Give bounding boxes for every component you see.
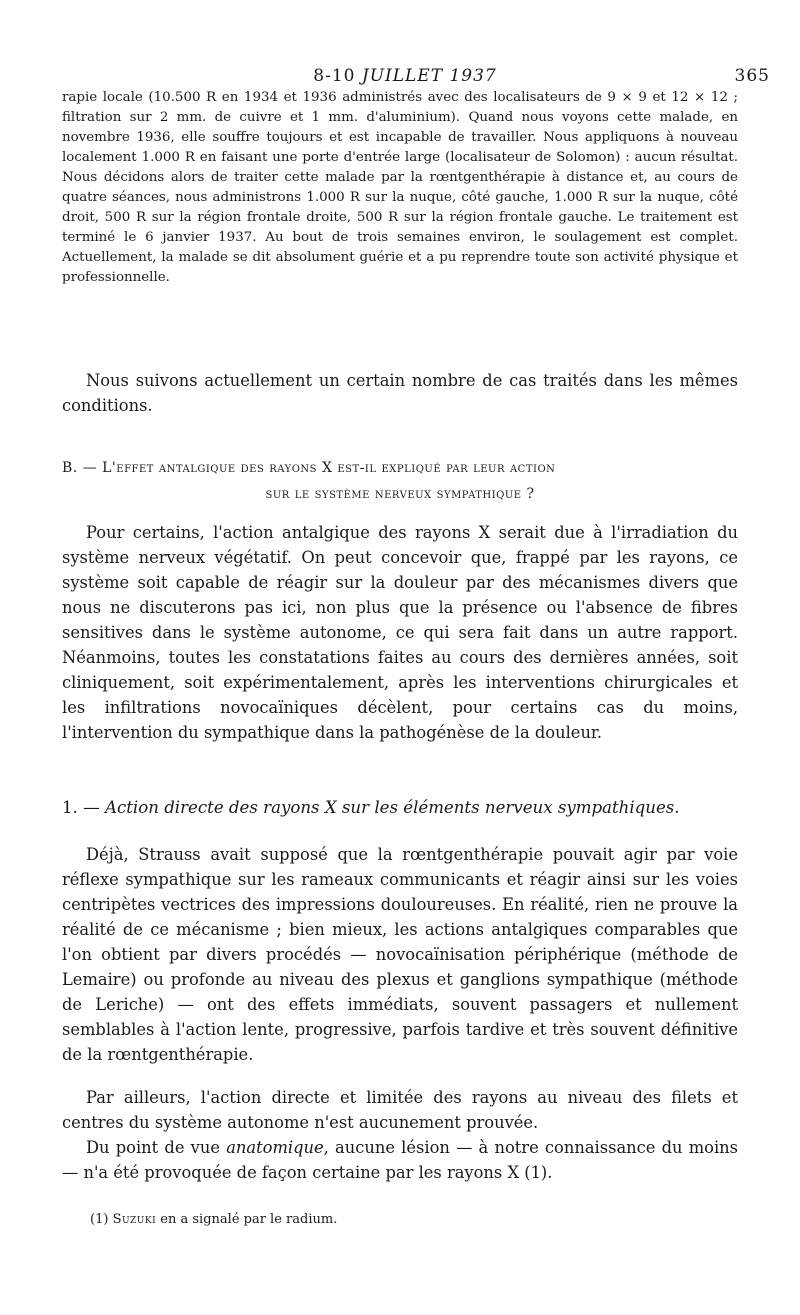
header-date — [40, 66, 770, 86]
case-report-paragraph: rapie locale (10.500 R en 1934 et 1936 administrés avec des localisateurs de 9 × 9 et 12 × 12 ; filtration sur 2 mm. de cuivre et 1 mm. d'aluminium). Quand nous voyons cette malade, en novembre 1936, elle souffre toujours et est incapable de travailler. Nous appliquons à nouveau localement 1.000 R en faisant une porte d'entrée large (localisateur de Solomon) : aucun résultat. Nous décidons alors de traiter cette malade par la rœntgenthérapie à distance et, au cours de quatre séances, nous administrons 1.000 R sur la nuque, côté gauche, 1.000 R sur la nuque, côté droit, 500 R sur la région frontale droite, 500 R sur la région frontale gauche. Le traitement est terminé le 6 janvier 1937. Au bout de trois semaines environ, le soulagement est complet. Actuellement, la malade se dit absolument guérie et a pu reprendre toute son activité physique et professionnelle. — [62, 90, 738, 285]
header-day: 8-10 — [313, 66, 356, 86]
section-b-line-2: sur le système nerveux sympathique ? — [265, 486, 535, 502]
footnote-marker: (1) — [90, 1212, 109, 1227]
footnote-author: Suzuki — [112, 1212, 157, 1227]
sympathetic-paragraph: Pour certains, l'action antalgique des rayons X serait due à l'irradiation du système nerveux végétatif. On peut concevoir que, frappé par les rayons, ce système soit capable de réagir sur la douleur par des mécanismes divers que nous ne discuterons pas ici, non plus que la présence ou l'absence de fibres sensitives dans le système autonome, ce qui sera fait dans un autre rapport. Néanmoins, toutes les constatations faites au cours des dernières années, soit cliniquement, soit expérimentalement, après les interventions chirurgicales et les infiltrations novocaïniques décèlent, pour certains cas du moins, l'intervention du sympathique dans la pathogénèse de la douleur. — [62, 523, 738, 742]
section-1-number: 1. — — [62, 798, 100, 817]
anatomic-paragraph — [62, 1135, 738, 1185]
footnote-text: en a signalé par le radium. — [156, 1212, 338, 1227]
page-number: 365 — [734, 66, 770, 86]
followup-paragraph: Nous suivons actuellement un certain nombre de cas traités dans les mêmes conditions. — [62, 371, 738, 415]
anatomic-text-after: , aucune lésion — à notre connaissance du moins — n'a été provoquée de façon certaine par les rayons X (1). — [62, 1138, 739, 1182]
section-1-heading — [62, 798, 738, 817]
footnote — [90, 1212, 730, 1227]
strauss-paragraph: Déjà, Strauss avait supposé que la rœntgenthérapie pouvait agir par voie réflexe sympathique sur les rameaux communicants et réagir ainsi sur les voies centripètes vectrices des impressions douloureuses. En réalité, rien ne prouve la réalité de ce mécanisme ; bien mieux, les actions antalgiques comparables que l'on obtient par divers procédés — novocaïnisation périphérique (méthode de Lemaire) ou profonde au niveau des plexus et ganglions sympathique (méthode de Leriche) — ont des effets immédiats, souvent passagers et nullement semblables à l'action lente, progressive, parfois tardive et très souvent définitive de la rœntgenthérapie. — [62, 845, 738, 1064]
section-1-title: Action directe des rayons X sur les éléments nerveux sympathiques. — [104, 798, 680, 817]
direct-action-paragraph: Par ailleurs, l'action directe et limitée des rayons au niveau des filets et centres du système autonome n'est aucunement prouvée. — [62, 1088, 738, 1132]
section-b-line-1: B. — L'effet antalgique des rayons X est-il expliqué par leur action — [62, 460, 556, 476]
header-month-year: JUILLET 1937 — [361, 66, 497, 86]
section-b-heading — [62, 455, 738, 507]
anatomic-text-before: Du point de vue — [86, 1138, 227, 1157]
anatomic-emphasis: anatomique — [226, 1138, 324, 1157]
